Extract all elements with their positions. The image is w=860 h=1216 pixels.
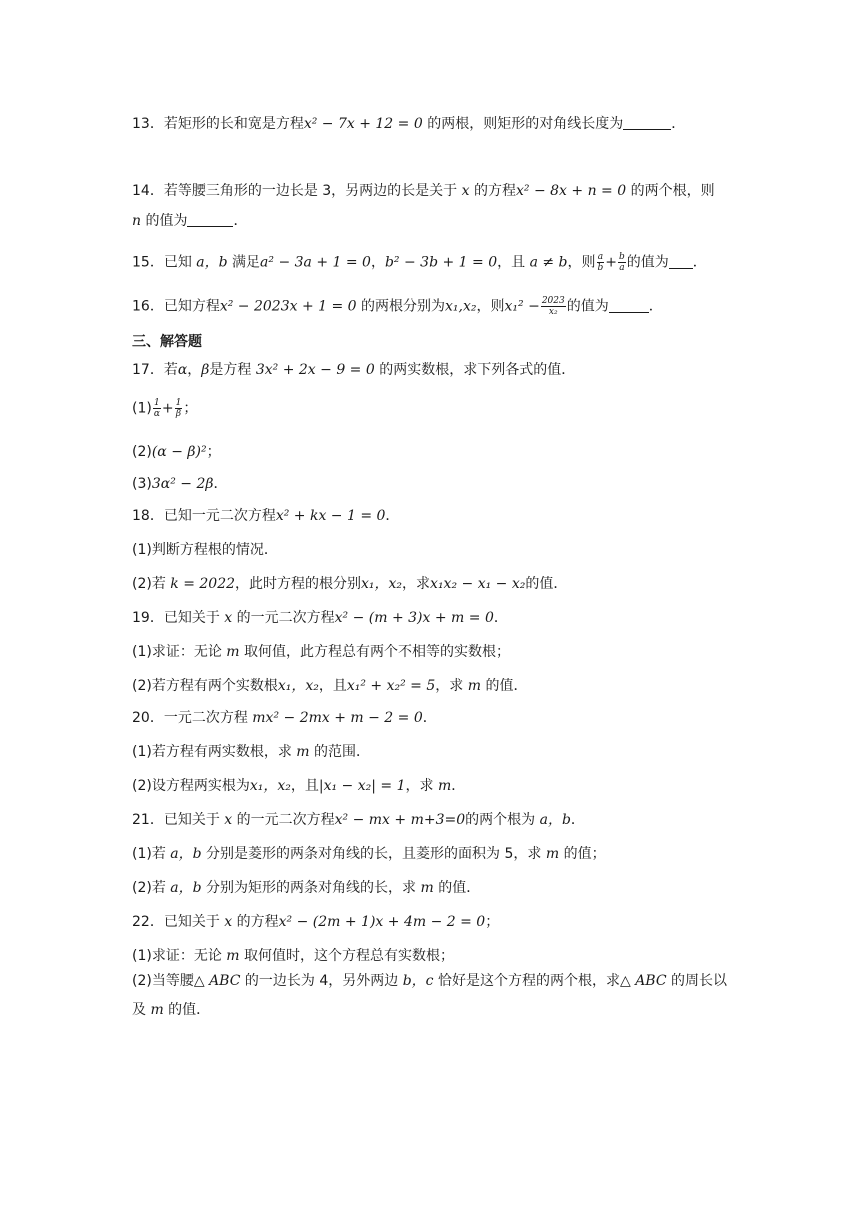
variable: x — [224, 914, 233, 930]
question-14 — [132, 176, 732, 236]
inequality: a ≠ b — [529, 254, 568, 271]
question-text: (2)若 — [132, 880, 171, 896]
question-text: ，求 — [405, 778, 438, 794]
punctuation: ． — [213, 476, 228, 492]
variable: x — [461, 183, 470, 199]
section-heading: 三、解答题 — [132, 334, 202, 350]
question-text: 的值． — [163, 1002, 211, 1018]
equation-a: a² − 3a + 1 = 0 — [260, 254, 371, 271]
punctuation: ， — [187, 362, 202, 378]
answer-blank[interactable] — [623, 115, 671, 130]
question-number: 13． — [132, 116, 164, 132]
question-text: ，且 — [318, 678, 347, 694]
question-number: 15． — [132, 254, 164, 271]
roots: x₁,x₂ — [445, 298, 477, 315]
question-text: (2)当等腰△ — [132, 973, 210, 989]
question-number: 18． — [132, 508, 164, 524]
question-21-part-1 — [132, 844, 732, 864]
fraction-b-over-a: $\frac{b}{a}$ — [619, 252, 625, 273]
question-text: ． — [451, 778, 466, 794]
question-text: 一元二次方程 — [163, 710, 253, 726]
question-17 — [132, 360, 732, 380]
question-20-part-1 — [132, 742, 732, 762]
question-text: 已知关于 — [163, 914, 225, 930]
question-number: 14． — [132, 183, 164, 199]
question-21 — [132, 810, 732, 830]
equation: x² − 2023x + 1 = 0 — [219, 298, 357, 315]
punctuation: ． — [422, 710, 437, 726]
question-17-part-3 — [132, 474, 732, 494]
triangle-name: ABC — [209, 973, 241, 989]
equation: |x₁ − x₂| = 1 — [318, 778, 406, 794]
variable: m — [296, 744, 310, 760]
part-label: (2) — [132, 444, 152, 460]
variables: a，b — [170, 880, 202, 896]
expression: x₁x₂ − x₁ − x₂ — [430, 576, 526, 592]
question-number: 17． — [132, 362, 164, 378]
question-text: 分别是菱形的两条对角线的长，且菱形的面积为 5，求 — [201, 846, 546, 862]
variable: m — [150, 1002, 164, 1018]
question-text: 的两个根为 — [465, 812, 540, 828]
question-text: 的一元二次方程 — [232, 812, 335, 828]
punctuation: ； — [485, 914, 500, 930]
equation: mx² − 2mx + m − 2 = 0 — [252, 710, 423, 726]
question-text: 的两实数根，求下列各式的值． — [374, 362, 576, 378]
question-text: 的值． — [525, 576, 568, 592]
variable: m — [226, 644, 240, 660]
question-number: 22． — [132, 914, 164, 930]
question-15 — [132, 252, 732, 273]
punctuation: ； — [183, 400, 198, 417]
variable: m — [467, 678, 482, 694]
fraction-2023-over-x2: $\frac{2023}{\text{x₂}}$ — [541, 296, 565, 317]
question-text: 是方程 — [209, 362, 256, 378]
question-text: 的周长以及 — [132, 973, 728, 1018]
fraction-1-over-alpha: $\frac{1}{\alpha}$ — [153, 398, 160, 419]
question-text: ，则 — [567, 254, 596, 271]
question-text: 的值为 — [566, 298, 609, 315]
question-20-part-2 — [132, 776, 732, 796]
question-text: 若 — [163, 362, 178, 378]
plus-sign: + — [605, 254, 618, 271]
variables: a，b — [170, 846, 202, 862]
question-text: 的方程 — [469, 183, 516, 199]
answer-blank[interactable] — [609, 298, 649, 313]
question-19 — [132, 608, 732, 628]
variable: x — [224, 812, 233, 828]
punctuation: ； — [206, 444, 221, 460]
question-text: 的方程 — [232, 914, 279, 930]
variable: m — [226, 948, 240, 964]
question-text: 的一元二次方程 — [232, 610, 335, 626]
question-text: 取何值，此方程总有两个不相等的实数根； — [239, 644, 511, 660]
variable: m — [545, 846, 560, 862]
question-text: 的值． — [433, 880, 481, 896]
variable-alpha: α — [177, 362, 188, 378]
question-text: 若矩形的长和宽是方程 — [163, 116, 304, 132]
question-20 — [132, 708, 732, 728]
fraction-a-over-b: $\frac{a}{b}$ — [597, 252, 604, 273]
question-18-part-2 — [132, 574, 732, 594]
question-text: (1)若 — [132, 846, 171, 862]
punctuation: ． — [570, 812, 585, 828]
question-text: 的两根分别为 — [356, 298, 446, 315]
question-text: 已知一元二次方程 — [163, 508, 276, 524]
question-text: (2)若 — [132, 576, 171, 592]
question-text: ，此时方程的根分别 — [235, 576, 362, 592]
variables: b，c — [402, 973, 434, 989]
question-text: ，且 — [497, 254, 530, 271]
question-number: 16． — [132, 298, 164, 315]
punctuation: ． — [692, 254, 707, 271]
question-text: (2)设方程两实根为 — [132, 778, 250, 794]
punctuation: ． — [671, 116, 686, 132]
question-text: 若等腰三角形的一边长是 3，另两边的长是关于 — [163, 183, 462, 199]
question-text: 的范围． — [309, 744, 371, 760]
question-text: 分别为矩形的两条对角线的长，求 — [201, 880, 421, 896]
expression: 3α² − 2β — [151, 476, 214, 492]
question-text: 已知方程 — [163, 298, 220, 315]
equation: x² − mx + m+3=0 — [334, 812, 466, 828]
question-21-part-2 — [132, 878, 732, 898]
variable: n — [132, 213, 142, 229]
question-number: 19． — [132, 610, 164, 626]
question-text: 的值为 — [626, 254, 669, 271]
equation: x² − (m + 3)x + m = 0 — [334, 610, 494, 626]
punctuation: ． — [493, 610, 508, 626]
question-text: 已知关于 — [163, 812, 225, 828]
part-label: (1) — [132, 400, 152, 417]
punctuation: ， — [370, 254, 385, 271]
question-text: (2)若方程有两个实数根 — [132, 678, 278, 694]
question-text: 取何值时，这个方程总有实数根； — [239, 948, 455, 964]
equation: x² + kx − 1 = 0 — [275, 508, 386, 524]
question-13 — [132, 114, 732, 134]
question-17-part-1 — [132, 398, 732, 419]
question-16 — [132, 296, 732, 317]
question-18 — [132, 506, 732, 526]
question-text: 的值． — [481, 678, 528, 694]
roots: x₁，x₂ — [361, 576, 403, 592]
question-text: 已知关于 — [163, 610, 225, 626]
question-22 — [132, 912, 732, 932]
equation-b: b² − 3b + 1 = 0 — [384, 254, 498, 271]
triangle-name: ABC — [635, 973, 667, 989]
question-text: ，且 — [290, 778, 319, 794]
equation: x₁² + x₂² = 5 — [346, 678, 436, 694]
equation: k = 2022 — [170, 576, 236, 592]
question-text: 的值为 — [141, 213, 188, 229]
punctuation: ． — [385, 508, 400, 524]
question-text: ，则 — [476, 298, 505, 315]
variable: m — [437, 778, 452, 794]
equation: x² − (2m + 1)x + 4m − 2 = 0 — [278, 914, 486, 930]
question-text: 的两根，则矩形的对角线长度为 — [422, 116, 624, 132]
equation: 3x² + 2x − 9 = 0 — [255, 362, 375, 378]
question-text: 已知 — [163, 254, 197, 271]
roots: x₁，x₂ — [249, 778, 291, 794]
equation: x² − 8x + n = 0 — [516, 183, 627, 199]
question-19-part-2 — [132, 676, 732, 696]
expression: x₁² − — [504, 298, 540, 315]
variables: a，b — [196, 254, 228, 271]
question-22-part-2 — [132, 967, 732, 1025]
question-text: 满足 — [227, 254, 261, 271]
equation: x² − 7x + 12 = 0 — [303, 116, 423, 132]
variables: a，b — [539, 812, 571, 828]
question-22-part-1 — [132, 946, 732, 966]
question-text: (1)求证：无论 — [132, 948, 227, 964]
question-text: 的值； — [559, 846, 606, 862]
question-text: ，求 — [435, 678, 468, 694]
question-18-part-1: (1)判断方程根的情况． — [132, 542, 278, 558]
roots: x₁，x₂ — [277, 678, 319, 694]
variable: m — [420, 880, 434, 896]
punctuation: ． — [648, 298, 663, 315]
question-text: (1)若方程有两实数根，求 — [132, 744, 297, 760]
variable-beta: β — [201, 362, 210, 378]
question-number: 20． — [132, 710, 164, 726]
question-19-part-1 — [132, 642, 732, 662]
question-text: (1)求证：无论 — [132, 644, 227, 660]
part-label: (3) — [132, 476, 152, 492]
answer-blank[interactable] — [187, 212, 233, 227]
question-text: 恰好是这个方程的两个根，求△ — [433, 973, 636, 989]
variable: x — [224, 610, 233, 626]
punctuation: ． — [233, 213, 248, 229]
question-text: 的一边长为 4，另外两边 — [240, 973, 403, 989]
plus-sign: + — [161, 400, 174, 417]
question-text: 的两个根，则 — [626, 183, 715, 199]
expression: (α − β)² — [151, 444, 207, 460]
question-number: 21． — [132, 812, 164, 828]
question-text: ，求 — [402, 576, 431, 592]
fraction-1-over-beta: $\frac{1}{\beta}$ — [175, 398, 182, 419]
question-17-part-2 — [132, 442, 732, 462]
answer-blank[interactable] — [669, 254, 693, 269]
